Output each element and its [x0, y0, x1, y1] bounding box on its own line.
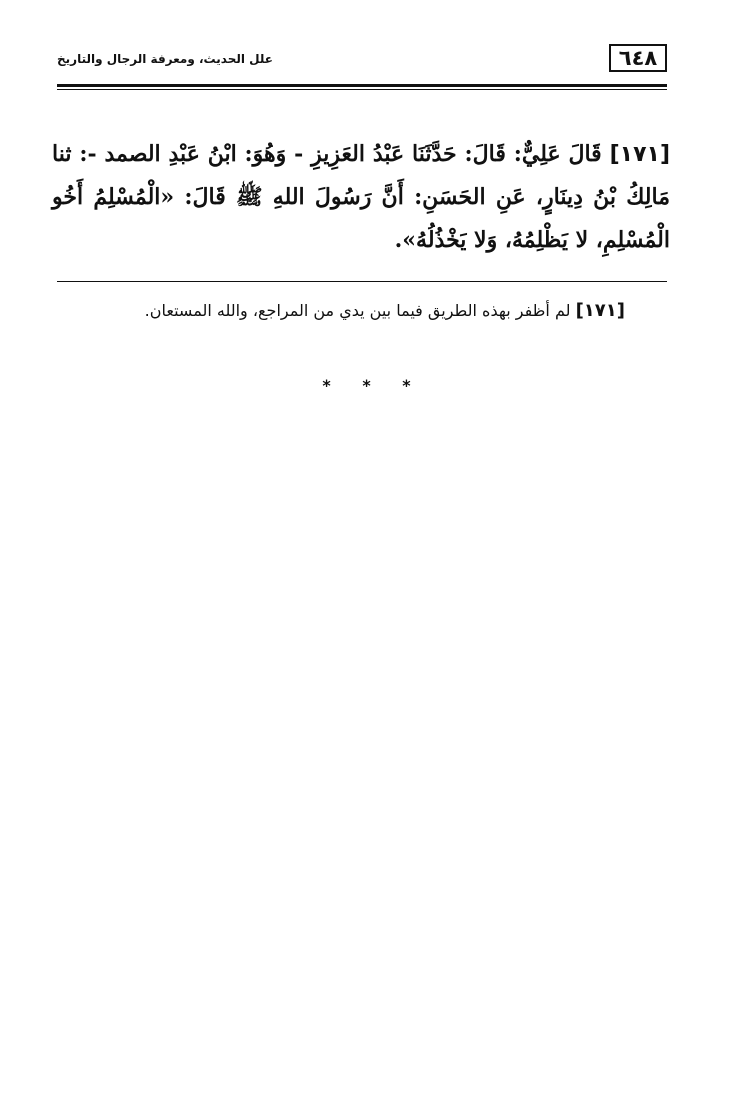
page-number: ٦٤٨ [609, 44, 667, 72]
header-rule-thick [57, 84, 667, 87]
running-title: علل الحديث، ومعرفة الرجال والتاريخ [57, 52, 273, 66]
section-separator [0, 376, 733, 395]
hadith-text: قَالَ عَلِيٌّ: قَالَ: حَدَّثَنَا عَبْدُ العَزِيزِ - وَهُوَ: ابْنُ عَبْدِ الصمد -: ثنا مَالِكُ بْنُ دِينَارٍ، عَنِ الحَسَنِ: أَنَّ رَسُولَ اللهِ ﷺ قَالَ: «الْمُسْلِمُ أَخُو الْمُسْلِمِ، لا يَظْلِمُهُ، وَلا يَخْذُلُهُ». [52, 141, 670, 253]
separator-star: * [362, 376, 371, 395]
footnote-number: [١٧١] [575, 300, 625, 321]
separator-star: * [322, 376, 331, 395]
separator-star: * [402, 376, 411, 395]
hadith-paragraph [52, 133, 670, 262]
running-header [57, 44, 667, 84]
footnote-rule [57, 281, 667, 282]
footnote [57, 296, 625, 326]
header-rule-thin [57, 89, 667, 90]
footnote-text: لم أظفر بهذه الطريق فيما بين يدي من المراجع، والله المستعان. [144, 301, 571, 320]
hadith-number: [١٧١] [609, 142, 671, 167]
